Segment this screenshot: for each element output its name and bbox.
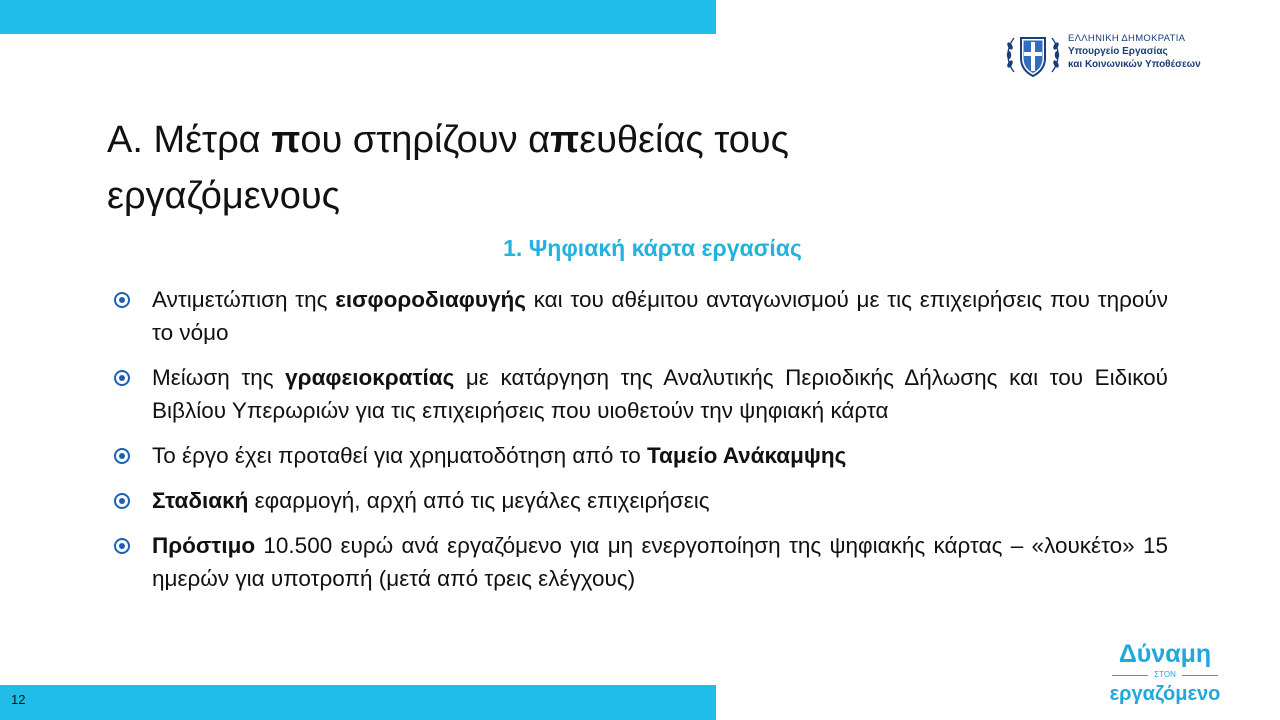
title-part: ου στηρίζουν α (300, 119, 551, 161)
ministry-name-line2: και Κοινωνικών Υποθέσεων (1068, 59, 1201, 70)
bullet-item (112, 484, 1168, 517)
circle-bullet-icon (114, 292, 130, 308)
ministry-name-line1: Υπουργείο Εργασίας (1068, 46, 1168, 57)
bullet-bold-text: Σταδιακή (152, 488, 249, 513)
campaign-logo-word-mid: ΣΤΟΝ (1100, 668, 1230, 682)
circle-bullet-icon (114, 448, 130, 464)
greek-coat-of-arms-icon (1004, 26, 1062, 84)
bullet-item (112, 361, 1168, 427)
bullet-text: με κατάργηση της Αναλυτικής Περιοδικής Δήλωσης και του Ειδικού Βιβλίου Υπερωριών για τις επιχειρήσεις που υιοθετούν την ψηφιακή κάρτα (152, 365, 1168, 423)
subtitle-text: 1. Ψηφιακή κάρτα εργασίας (503, 235, 802, 261)
bullet-item (112, 439, 1168, 472)
campaign-logo-word2: εργαζόμενο (1109, 683, 1221, 705)
circle-bullet-icon (114, 370, 130, 386)
bullet-text: Μείωση της (152, 365, 286, 390)
slide-subtitle (0, 235, 1280, 262)
top-accent-bar (0, 0, 716, 34)
country-name: ΕΛΛΗΝΙΚΗ ΔΗΜΟΚΡΑΤΙΑ (1068, 33, 1186, 44)
title-bold: π (271, 119, 301, 161)
bullet-item (112, 529, 1168, 595)
title-part: ευθείας τους εργαζόμενους (107, 119, 789, 217)
circle-bullet-icon (114, 538, 130, 554)
bullet-text: και του αθέμιτου ανταγωνισμού με τις επιχειρήσεις που τηρούν το νόμο (152, 287, 1168, 345)
title-part: Α. Μέτρα (107, 119, 272, 161)
bullet-text: Αντιμετώπιση της (152, 287, 336, 312)
bullet-text: 10.500 ευρώ ανά εργαζόμενο για μη ενεργοποίηση της ψηφιακής κάρτας – «λουκέτο» 15 ημερών για υποτροπή (μετά από τρεις ελέγχους) (152, 533, 1168, 591)
bullet-text: εφαρμογή, αρχή από τις μεγάλες επιχειρήσεις (248, 488, 710, 513)
bullet-bold-text: Ταμείο Ανάκαμψης (646, 443, 847, 468)
bullet-bold-text: εισφοροδιαφυγής (335, 287, 526, 312)
bullet-text: Το έργο έχει προταθεί για χρηματοδότηση από το (152, 443, 647, 468)
title-bold: π (550, 119, 580, 161)
ministry-logo (1004, 26, 1274, 86)
circle-bullet-icon (114, 493, 130, 509)
bullet-bold-text: Πρόστιμο (152, 533, 256, 558)
campaign-logo (1100, 640, 1230, 710)
slide-title (107, 112, 1007, 224)
bottom-accent-bar (0, 685, 716, 720)
bullet-item (112, 283, 1168, 349)
bullet-bold-text: γραφειοκρατίας (285, 365, 455, 390)
bullet-list (112, 283, 1168, 607)
page-number: 12 (11, 692, 26, 707)
campaign-logo-word1: Δύναμη (1118, 640, 1212, 668)
